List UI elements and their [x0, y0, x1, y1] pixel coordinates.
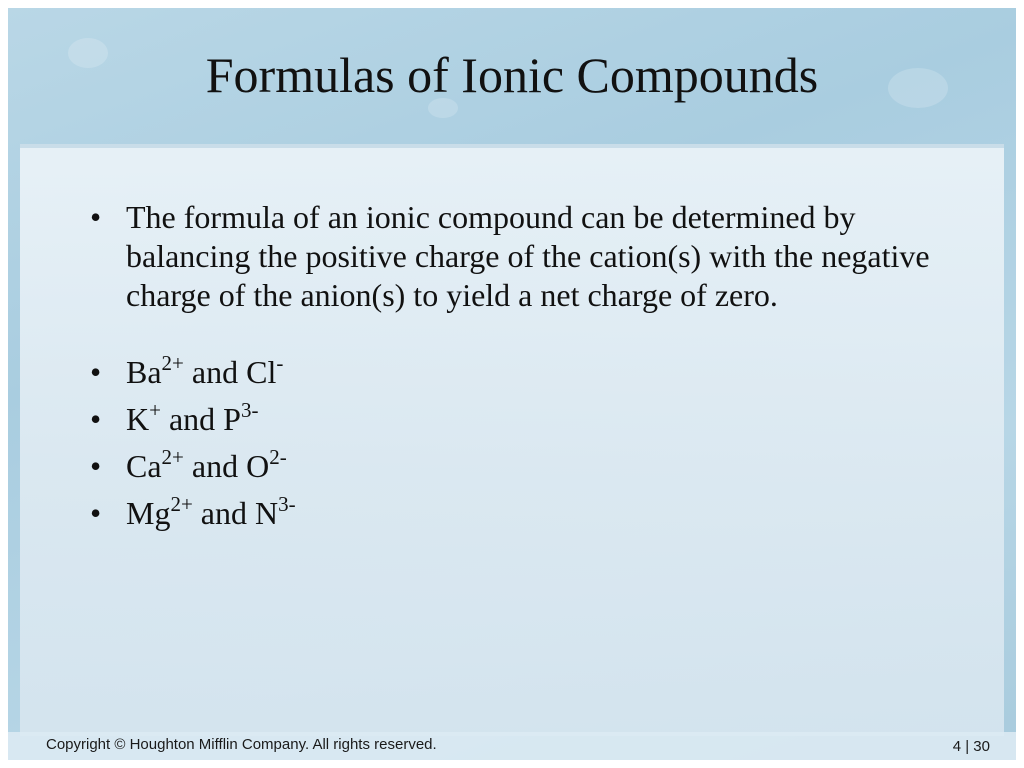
anion-charge: 3-: [278, 492, 296, 516]
title-area: [8, 8, 1016, 142]
page-number: 4 | 30: [952, 738, 990, 755]
bullet-list: [82, 198, 942, 541]
slide-footer: [8, 732, 1016, 760]
cation-symbol: Mg: [126, 495, 171, 531]
cation-symbol: Ba: [126, 354, 162, 390]
cation-symbol: Ca: [126, 448, 162, 484]
anion-charge: 2-: [269, 445, 287, 469]
anion-charge: -: [276, 351, 284, 375]
cation-charge: +: [149, 398, 161, 422]
intro-bullet: • The formula of an ionic compound can be determined by balancing the positive charge of the cation(s) with the negative charge of the anion(s) to yield a net charge of zero.: [82, 198, 942, 315]
cation-symbol: K: [126, 401, 150, 437]
anion-symbol: N: [255, 495, 279, 531]
pair-joiner: and: [191, 448, 239, 484]
anion-charge: 3-: [240, 398, 259, 422]
pair-joiner: and: [200, 495, 247, 531]
cation-charge: 2+: [170, 492, 193, 516]
ion-pair-bullet: [82, 400, 942, 439]
anion-symbol: Cl: [246, 354, 277, 390]
pair-joiner: and: [168, 401, 216, 437]
ion-pair-bullet: [82, 353, 942, 392]
anion-symbol: P: [223, 401, 241, 437]
content-panel: [20, 144, 1004, 736]
pair-joiner: and: [191, 354, 239, 390]
slide-title: Formulas of Ionic Compounds: [205, 47, 819, 103]
copyright-notice: Copyright © Houghton Mifflin Company. All rights reserved.: [46, 736, 437, 753]
ion-pair-bullet: [82, 447, 942, 486]
cation-charge: 2+: [161, 445, 184, 469]
anion-symbol: O: [246, 448, 270, 484]
cation-charge: 2+: [161, 351, 184, 375]
slide: [8, 8, 1016, 760]
ion-pair-bullet: [82, 494, 942, 533]
